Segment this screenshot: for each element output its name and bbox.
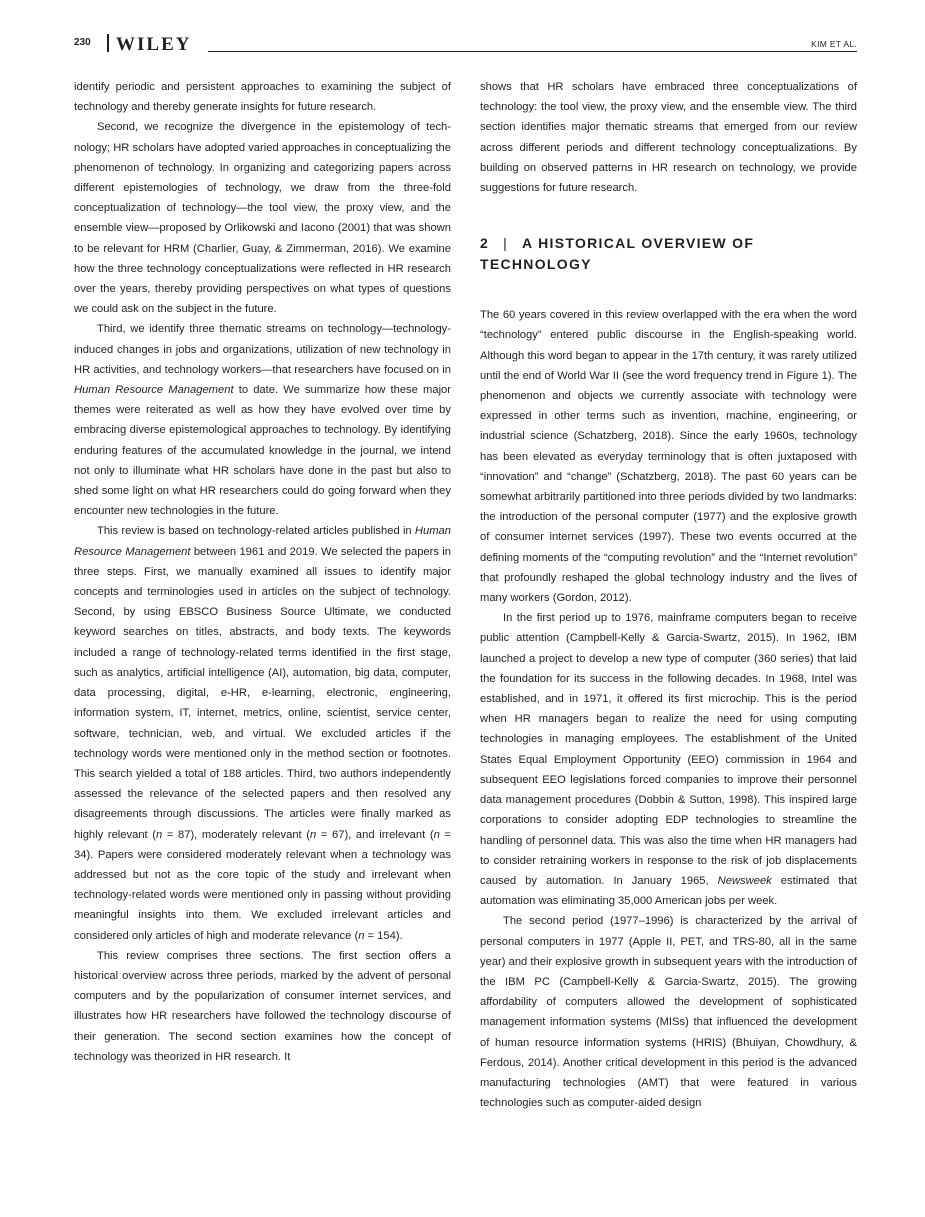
text-run: estimated that automation was eliminating 35,000 American jobs per week. [480,874,857,908]
header-divider-bar [107,34,109,52]
section-title: A HISTORICAL OVERVIEW OF TECHNOLOGY [480,235,755,273]
right-column [480,77,857,1113]
text-run: = 34). Papers were considered moderately relevant when a technology was addressed but not as the core topic of the study and irrelevant when technology-related words were mentioned only in passing without providing meaningful insights into them. We excluded irrelevant articles and considered only articles of high and moderate relevance ( [74,828,451,942]
page-number: 230 [74,37,91,48]
paragraph: identify periodic and persistent approaches to examining the subject of technology and thereby generate insights for future research. [74,81,451,114]
n-symbol: n [310,828,317,841]
text-run: to date. We summarize how these major themes were reiterated as well as how they have evolved over time by embracing diverse epistemological approaches to technology. By identifying enduring features of the accumulated knowledge in the journal, we intend not only to illuminate what HR scholars have done in the past but also to shed some light on what HR researchers could do going forward when they encounter new technologies in the future. [74,384,451,518]
paragraph: This review comprises three sections. The first section offers a historical overview across three periods, marked by the advent of personal computers and by the popularization of consumer internet services, and illustrates how HR researchers have followed the technology discourse of their generation. The second section examines how the concept of technology was theorized in HR research. It [74,949,451,1063]
journal-title: Human Resource Management [74,384,234,397]
magazine-title: Newsweek [717,874,772,887]
text-run: This review is based on technology-related articles published in [97,525,415,538]
header-rule [208,51,857,52]
paragraph: shows that HR scholars have embraced three conceptualizations of technology: the tool view, the proxy view, and the ensemble view. The third section identifies major thematic streams that emerged from our review across different periods and different technology conceptualizations. By building on observed patterns in HR research on technology, we provide suggestions for future research. [480,81,857,195]
text-run: = 154). [364,929,403,942]
text-run: Third, we identify three thematic streams on technology—technology-induced changes in jobs and organizations, utilization of new technology in HR activities, and technology workers—that researchers have focused on in [74,323,451,376]
paragraph: The 60 years covered in this review overlapped with the era when the word “technology” entered public discourse in the English-speaking world. Although this word began to appear in the 17th century, it was rarely utilized until the end of World War II (see the word frequency trend in Figure 1). The phenomenon and objects we currently associate with technology were expressed in other terms such as invention, machine, engineering, or industrial science (Schatzberg, 2018). Since the early 1960s, technology has been elevated as everyday terminology that is often juxtaposed with “innovation” and “change” (Schatzberg, 2018). The past 60 years can be somewhat arbitrarily partitioned into three periods divided by two landmarks: the introduction of the personal computer (1977) and the explosive growth of consumer internet services (1997). These two events occurred at the defining moments of the “computing revolution” and the “Internet revolution” that profoundly reshaped the global technology industry and the lives of many workers (Gordon, 2012). [480,309,857,605]
section-heading [480,233,857,275]
n-symbol: n [156,828,163,841]
page-header [74,30,857,56]
paragraph: Second, we recognize the divergence in the epistemology of technology; HR scholars have adopted varied approaches in conceptualizing the phenomenon of technology. In organizing and categorizing papers across different epistemologies of technology, we draw from the three-fold conceptualization of technology—the tool view, the proxy view, and the ensemble view—proposed by Orlikowski and Iacono (2001) that was shown to be relevant for HRM (Charlier, Guay, & Zimmerman, 2016). We examine how the three technology conceptualizations were reflected in HR research over the years, thereby providing perspectives on what types of questions we could ask on the subject in the future. [74,121,451,316]
n-symbol: n [358,929,365,942]
journal-title: Human Resource Management [74,525,451,558]
paragraph: The second period (1977–1996) is characterized by the arrival of personal computers in 1977 (Apple II, PET, and TRS-80, all in the same year) and their explosive growth in subsequent years with the introduction of the IBM PC (Campbell-Kelly & Garcia-Swartz, 2015). The growing affordability of computers allowed the development of sophisticated management information systems (MISs) that influenced the development of human resource information systems (HRIS) (Bhuiyan, Chowdhury, & Ferdous, 2014). Another critical development in this period is the advanced manufacturing technologies (AMT) that were featured in various technologies such as computer-aided design [480,915,857,1110]
left-column [74,77,451,1067]
publisher-logo: WILEY [116,34,192,55]
section-separator: | [503,235,509,252]
n-symbol: n [433,828,440,841]
paragraph [74,521,451,945]
paragraph [480,608,857,911]
section-number: 2 [480,235,490,252]
paragraph [74,319,451,521]
running-head: KIM ET AL. [811,39,857,49]
text-run: = 87), moderately relevant ( [162,828,311,841]
text-run: = 67), and irrelevant ( [316,828,434,841]
text-run: In the first period up to 1976, mainframe computers began to receive public attention (Campbell-Kelly & Garcia-Swartz, 2015). In 1962, IBM launched a project to develop a new type of computer (360 series) that laid the foundation for its success in the following decades. In 1968, Intel was established, and in 1971, it offered its first microchip. This is the period when HR managers began to realize the need for using computing technologies in managing employees. The establishment of the United States Equal Employment Opportunity (EEO) commission in 1964 and subsequent EEO legislations forced companies to improve their personnel data management procedures (Dobbin & Sutton, 1998). This inspired large corporations to consider adopting EDP technologies to streamline the handling of personnel data. This was also the time when HR managers had to consider retraining workers in response to the risk of job displacements caused by automation. In January 1965, [480,612,857,887]
text-run: between 1961 and 2019. We selected the papers in three steps. First, we manually examined all issues to identify major concepts and terminologies used in articles on the subject of technology. Second, by using EBSCO Business Source Ultimate, we conducted keyword searches on titles, abstracts, and body texts. The keywords included a range of technology-related terms identified in the first stage, such as analytics, artificial intelligence (AI), automation, big data, computer, data processing, digital, e-HR, e-learning, electronic, engineering, information system, IT, internet, metrics, online, scientist, service center, software, technician, web, and virtual. We excluded articles if the technology words were mentioned only in the method section or footnotes. This search yielded a total of 188 articles. Third, two authors independently assessed the relevance of the selected papers and then resolved any disagreements through discussions. The articles were finally marked as highly relevant ( [74,545,451,841]
